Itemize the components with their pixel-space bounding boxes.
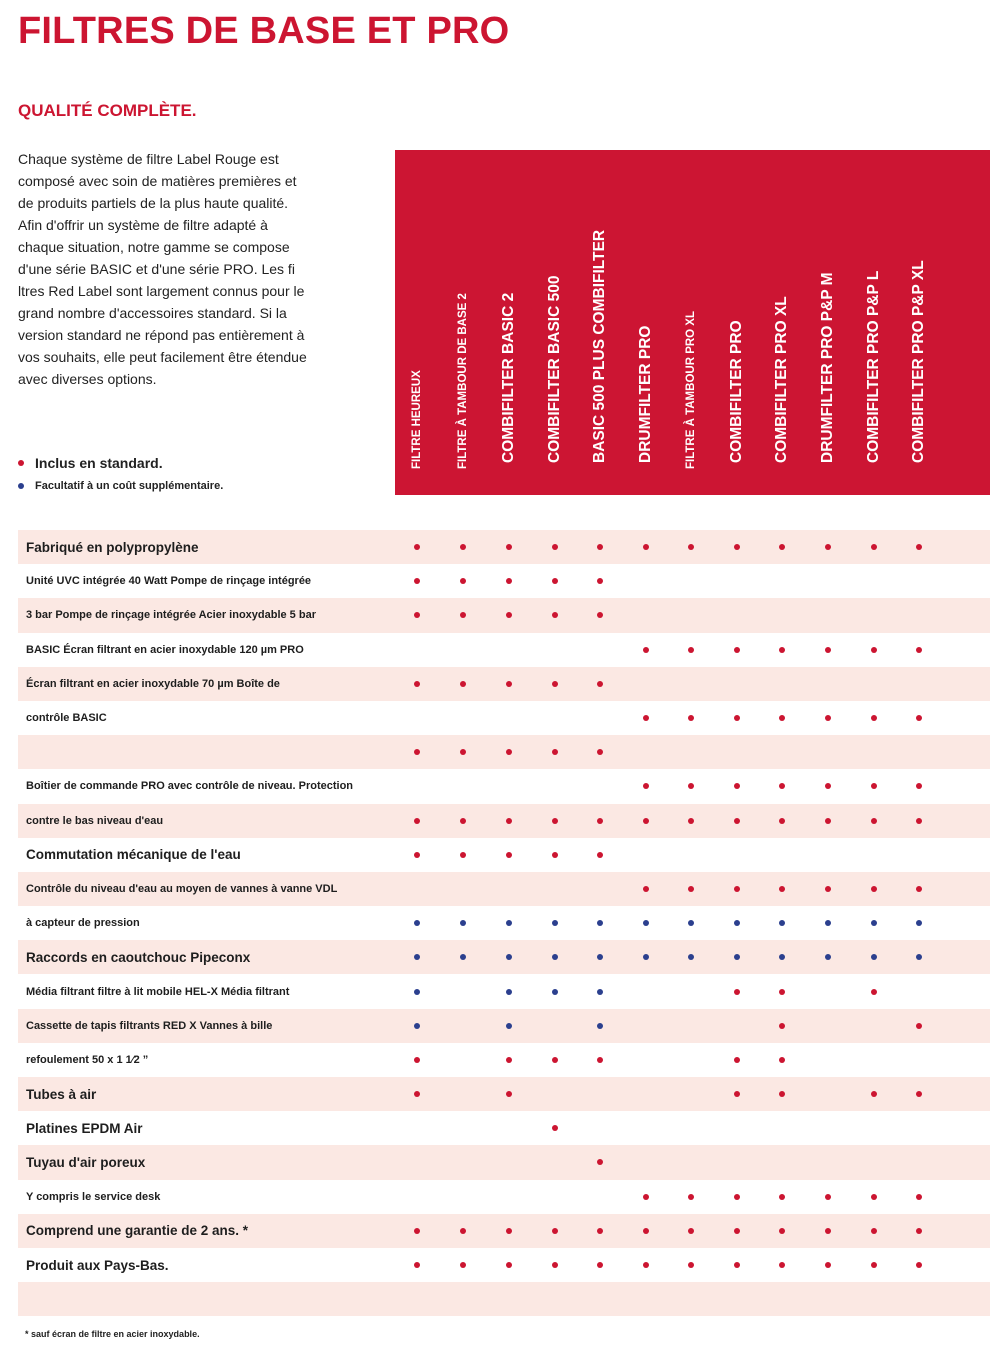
standard-dot-icon bbox=[552, 1125, 558, 1131]
standard-dot-icon bbox=[597, 681, 603, 687]
standard-dot-icon bbox=[506, 852, 512, 858]
table-row bbox=[18, 1214, 990, 1248]
standard-dot-icon bbox=[916, 783, 922, 789]
standard-dot-icon bbox=[460, 1228, 466, 1234]
intro-line: chaque situation, notre gamme se compose bbox=[18, 239, 290, 255]
standard-dot-icon bbox=[597, 1262, 603, 1268]
column-header bbox=[728, 161, 746, 481]
column-header bbox=[408, 161, 426, 481]
column-header bbox=[500, 161, 518, 481]
legend-optional-label: Facultatif à un coût supplémentaire. bbox=[35, 480, 224, 492]
standard-dot-icon bbox=[734, 989, 740, 995]
standard-dot-icon bbox=[506, 1057, 512, 1063]
standard-dot-icon bbox=[506, 544, 512, 550]
standard-dot-icon bbox=[734, 1194, 740, 1200]
table-row bbox=[18, 804, 990, 838]
table-row bbox=[18, 633, 990, 667]
standard-dot-icon bbox=[734, 1262, 740, 1268]
row-label: refoulement 50 x 1 1⁄2 ” bbox=[26, 1053, 149, 1066]
standard-dot-icon bbox=[734, 647, 740, 653]
standard-dot-icon bbox=[734, 544, 740, 550]
standard-dot-icon bbox=[506, 612, 512, 618]
optional-dot-icon bbox=[506, 1023, 512, 1029]
optional-dot-icon bbox=[597, 989, 603, 995]
row-label: Commutation mécanique de l'eau bbox=[26, 847, 241, 863]
column-header-label: FILTRE À TAMBOUR DE BASE 2 bbox=[457, 293, 469, 469]
column-header bbox=[637, 161, 655, 481]
standard-dot-icon bbox=[779, 715, 785, 721]
standard-dot-icon bbox=[414, 1091, 420, 1097]
optional-dot-icon bbox=[414, 920, 420, 926]
standard-dot-icon bbox=[734, 818, 740, 824]
optional-dot-icon bbox=[825, 920, 831, 926]
standard-dot-icon bbox=[414, 1057, 420, 1063]
standard-dot-icon bbox=[506, 818, 512, 824]
table-row bbox=[18, 838, 990, 872]
standard-dot-icon bbox=[779, 1228, 785, 1234]
column-header-label: COMBIFILTER BASIC 500 bbox=[546, 275, 563, 463]
optional-dot-icon bbox=[871, 920, 877, 926]
standard-dot-icon bbox=[414, 681, 420, 687]
standard-dot-icon bbox=[734, 783, 740, 789]
page-title: FILTRES DE BASE ET PRO bbox=[18, 10, 510, 52]
standard-dot-icon bbox=[825, 1262, 831, 1268]
legend-standard-label: Inclus en standard. bbox=[35, 455, 163, 471]
footnote: * sauf écran de filtre en acier inoxydable. bbox=[25, 1329, 200, 1339]
column-header-label: BASIC 500 PLUS COMBIFILTER bbox=[591, 229, 608, 463]
standard-dot-icon bbox=[779, 1023, 785, 1029]
standard-dot-icon bbox=[552, 749, 558, 755]
standard-dot-icon bbox=[460, 578, 466, 584]
table-row bbox=[18, 701, 990, 735]
row-label: Unité UVC intégrée 40 Watt Pompe de rinçage intégrée bbox=[26, 575, 312, 588]
standard-dot-icon bbox=[597, 544, 603, 550]
standard-dot-icon bbox=[597, 612, 603, 618]
standard-dot-icon bbox=[18, 460, 24, 466]
column-header-label: COMBIFILTER BASIC 2 bbox=[500, 292, 517, 463]
standard-dot-icon bbox=[414, 578, 420, 584]
standard-dot-icon bbox=[597, 749, 603, 755]
standard-dot-icon bbox=[734, 1057, 740, 1063]
optional-dot-icon bbox=[506, 920, 512, 926]
standard-dot-icon bbox=[779, 989, 785, 995]
standard-dot-icon bbox=[916, 818, 922, 824]
table-row bbox=[18, 940, 990, 974]
standard-dot-icon bbox=[597, 578, 603, 584]
standard-dot-icon bbox=[734, 1228, 740, 1234]
row-label: BASIC Écran filtrant en acier inoxydable 120 µm PRO bbox=[26, 643, 304, 656]
standard-dot-icon bbox=[916, 1228, 922, 1234]
standard-dot-icon bbox=[460, 1262, 466, 1268]
intro-line: ltres Red Label sont largement connus pour le bbox=[18, 283, 305, 299]
table-row bbox=[18, 735, 990, 769]
optional-dot-icon bbox=[552, 920, 558, 926]
standard-dot-icon bbox=[779, 1262, 785, 1268]
standard-dot-icon bbox=[643, 783, 649, 789]
standard-dot-icon bbox=[871, 783, 877, 789]
optional-dot-icon bbox=[506, 989, 512, 995]
standard-dot-icon bbox=[779, 886, 785, 892]
optional-dot-icon bbox=[506, 954, 512, 960]
optional-dot-icon bbox=[916, 954, 922, 960]
optional-dot-icon bbox=[460, 920, 466, 926]
intro-line: de produits partiels de la plus haute qualité. bbox=[18, 195, 289, 211]
optional-dot-icon bbox=[825, 954, 831, 960]
column-header bbox=[773, 161, 791, 481]
standard-dot-icon bbox=[916, 886, 922, 892]
standard-dot-icon bbox=[871, 1091, 877, 1097]
standard-dot-icon bbox=[460, 818, 466, 824]
row-label: Tuyau d'air poreux bbox=[26, 1154, 146, 1170]
standard-dot-icon bbox=[414, 852, 420, 858]
table-row bbox=[18, 530, 990, 564]
standard-dot-icon bbox=[414, 749, 420, 755]
optional-dot-icon bbox=[18, 483, 24, 489]
page-subtitle: QUALITÉ COMPLÈTE. bbox=[18, 101, 197, 120]
table-row bbox=[18, 1282, 990, 1316]
standard-dot-icon bbox=[825, 783, 831, 789]
standard-dot-icon bbox=[871, 647, 877, 653]
standard-dot-icon bbox=[779, 544, 785, 550]
standard-dot-icon bbox=[825, 1194, 831, 1200]
standard-dot-icon bbox=[916, 1194, 922, 1200]
row-label: Raccords en caoutchouc Pipeconx bbox=[26, 949, 251, 965]
standard-dot-icon bbox=[916, 1023, 922, 1029]
row-label: Fabriqué en polypropylène bbox=[26, 539, 199, 555]
standard-dot-icon bbox=[460, 852, 466, 858]
column-header-label: COMBIFILTER PRO XL bbox=[773, 296, 790, 463]
standard-dot-icon bbox=[871, 989, 877, 995]
standard-dot-icon bbox=[871, 544, 877, 550]
feature-table bbox=[18, 530, 990, 1316]
column-header bbox=[682, 161, 700, 481]
standard-dot-icon bbox=[552, 1057, 558, 1063]
standard-dot-icon bbox=[779, 818, 785, 824]
standard-dot-icon bbox=[643, 1228, 649, 1234]
optional-dot-icon bbox=[688, 954, 694, 960]
standard-dot-icon bbox=[825, 1228, 831, 1234]
table-row bbox=[18, 1145, 990, 1179]
optional-dot-icon bbox=[643, 920, 649, 926]
standard-dot-icon bbox=[552, 1262, 558, 1268]
standard-dot-icon bbox=[506, 578, 512, 584]
standard-dot-icon bbox=[734, 1091, 740, 1097]
standard-dot-icon bbox=[779, 1194, 785, 1200]
table-row bbox=[18, 769, 990, 803]
row-label: Cassette de tapis filtrants RED X Vannes à bille bbox=[26, 1019, 273, 1032]
table-row bbox=[18, 1180, 990, 1214]
optional-dot-icon bbox=[643, 954, 649, 960]
optional-dot-icon bbox=[734, 920, 740, 926]
product-header-band bbox=[395, 150, 990, 495]
standard-dot-icon bbox=[688, 1262, 694, 1268]
standard-dot-icon bbox=[779, 783, 785, 789]
standard-dot-icon bbox=[688, 1194, 694, 1200]
standard-dot-icon bbox=[916, 715, 922, 721]
table-row bbox=[18, 1111, 990, 1145]
standard-dot-icon bbox=[916, 1262, 922, 1268]
optional-dot-icon bbox=[734, 954, 740, 960]
standard-dot-icon bbox=[688, 647, 694, 653]
standard-dot-icon bbox=[597, 818, 603, 824]
standard-dot-icon bbox=[688, 715, 694, 721]
column-header bbox=[454, 161, 472, 481]
column-header-label: COMBIFILTER PRO P&P XL bbox=[910, 260, 927, 463]
intro-paragraph bbox=[18, 148, 328, 390]
column-header-label: DRUMFILTER PRO P&P M bbox=[819, 272, 836, 463]
column-header-label: DRUMFILTER PRO bbox=[637, 325, 654, 463]
column-header bbox=[910, 161, 928, 481]
column-header-label: FILTRE HEUREUX bbox=[411, 370, 423, 469]
column-header-label: COMBIFILTER PRO bbox=[728, 320, 745, 463]
table-row bbox=[18, 1009, 990, 1043]
table-row bbox=[18, 872, 990, 906]
standard-dot-icon bbox=[734, 886, 740, 892]
standard-dot-icon bbox=[597, 852, 603, 858]
column-header-label: COMBIFILTER PRO P&P L bbox=[865, 270, 882, 463]
optional-dot-icon bbox=[779, 920, 785, 926]
table-row bbox=[18, 906, 990, 940]
standard-dot-icon bbox=[734, 715, 740, 721]
standard-dot-icon bbox=[552, 578, 558, 584]
row-label: à capteur de pression bbox=[26, 917, 140, 930]
column-header bbox=[591, 161, 609, 481]
standard-dot-icon bbox=[414, 1262, 420, 1268]
row-label: contre le bas niveau d'eau bbox=[26, 814, 164, 827]
standard-dot-icon bbox=[552, 852, 558, 858]
standard-dot-icon bbox=[597, 1057, 603, 1063]
standard-dot-icon bbox=[688, 886, 694, 892]
standard-dot-icon bbox=[552, 544, 558, 550]
optional-dot-icon bbox=[414, 1023, 420, 1029]
standard-dot-icon bbox=[688, 1228, 694, 1234]
table-row bbox=[18, 667, 990, 701]
intro-line: composé avec soin de matières premières et bbox=[18, 173, 297, 189]
legend-optional bbox=[18, 480, 223, 492]
optional-dot-icon bbox=[916, 920, 922, 926]
standard-dot-icon bbox=[643, 715, 649, 721]
row-label: Boîtier de commande PRO avec contrôle de niveau. Protection bbox=[26, 780, 354, 793]
optional-dot-icon bbox=[552, 989, 558, 995]
standard-dot-icon bbox=[506, 749, 512, 755]
standard-dot-icon bbox=[779, 1091, 785, 1097]
intro-line: grand nombre d'accessoires standard. Si la bbox=[18, 305, 287, 321]
table-row bbox=[18, 564, 990, 598]
optional-dot-icon bbox=[597, 954, 603, 960]
optional-dot-icon bbox=[871, 954, 877, 960]
optional-dot-icon bbox=[779, 954, 785, 960]
row-label: Contrôle du niveau d'eau au moyen de vannes à vanne VDL bbox=[26, 882, 338, 895]
standard-dot-icon bbox=[688, 544, 694, 550]
row-label: Platines EPDM Air bbox=[26, 1120, 143, 1136]
row-label: contrôle BASIC bbox=[26, 712, 107, 725]
standard-dot-icon bbox=[552, 612, 558, 618]
standard-dot-icon bbox=[643, 647, 649, 653]
standard-dot-icon bbox=[506, 1228, 512, 1234]
intro-line: Chaque système de filtre Label Rouge est bbox=[18, 151, 279, 167]
standard-dot-icon bbox=[552, 681, 558, 687]
intro-line: d'une série BASIC et d'une série PRO. Les fi bbox=[18, 261, 295, 277]
standard-dot-icon bbox=[916, 1091, 922, 1097]
standard-dot-icon bbox=[460, 544, 466, 550]
standard-dot-icon bbox=[414, 612, 420, 618]
row-label: Y compris le service desk bbox=[26, 1190, 161, 1203]
row-label: 3 bar Pompe de rinçage intégrée Acier inoxydable 5 bar bbox=[26, 609, 316, 622]
intro-line: avec diverses options. bbox=[18, 371, 157, 387]
standard-dot-icon bbox=[825, 818, 831, 824]
row-label: Média filtrant filtre à lit mobile HEL-X Média filtrant bbox=[26, 985, 290, 998]
standard-dot-icon bbox=[871, 886, 877, 892]
optional-dot-icon bbox=[597, 920, 603, 926]
table-row bbox=[18, 1043, 990, 1077]
standard-dot-icon bbox=[506, 1091, 512, 1097]
table-row bbox=[18, 1248, 990, 1282]
table-row bbox=[18, 974, 990, 1008]
standard-dot-icon bbox=[688, 783, 694, 789]
optional-dot-icon bbox=[460, 954, 466, 960]
intro-line: vos souhaits, elle peut facilement être étendue bbox=[18, 349, 307, 365]
standard-dot-icon bbox=[779, 1057, 785, 1063]
standard-dot-icon bbox=[643, 544, 649, 550]
standard-dot-icon bbox=[643, 886, 649, 892]
intro-line: version standard ne répond pas entièrement à bbox=[18, 327, 305, 343]
standard-dot-icon bbox=[825, 544, 831, 550]
standard-dot-icon bbox=[460, 749, 466, 755]
optional-dot-icon bbox=[688, 920, 694, 926]
standard-dot-icon bbox=[552, 818, 558, 824]
standard-dot-icon bbox=[871, 818, 877, 824]
column-header bbox=[865, 161, 883, 481]
standard-dot-icon bbox=[871, 715, 877, 721]
row-label: Écran filtrant en acier inoxydable 70 µm Boîte de bbox=[26, 677, 280, 690]
standard-dot-icon bbox=[414, 818, 420, 824]
standard-dot-icon bbox=[688, 818, 694, 824]
standard-dot-icon bbox=[506, 681, 512, 687]
optional-dot-icon bbox=[414, 989, 420, 995]
standard-dot-icon bbox=[871, 1228, 877, 1234]
optional-dot-icon bbox=[414, 954, 420, 960]
optional-dot-icon bbox=[552, 954, 558, 960]
standard-dot-icon bbox=[552, 1228, 558, 1234]
standard-dot-icon bbox=[916, 647, 922, 653]
table-row bbox=[18, 1077, 990, 1111]
row-label: Tubes à air bbox=[26, 1086, 97, 1102]
row-label: Produit aux Pays-Bas. bbox=[26, 1257, 169, 1273]
standard-dot-icon bbox=[825, 886, 831, 892]
standard-dot-icon bbox=[506, 1262, 512, 1268]
legend-standard bbox=[18, 455, 163, 471]
standard-dot-icon bbox=[825, 715, 831, 721]
column-header-label: FILTRE À TAMBOUR PRO XL bbox=[685, 310, 697, 469]
standard-dot-icon bbox=[779, 647, 785, 653]
standard-dot-icon bbox=[643, 1262, 649, 1268]
standard-dot-icon bbox=[460, 612, 466, 618]
standard-dot-icon bbox=[643, 1194, 649, 1200]
standard-dot-icon bbox=[643, 818, 649, 824]
table-row bbox=[18, 598, 990, 632]
standard-dot-icon bbox=[871, 1194, 877, 1200]
standard-dot-icon bbox=[871, 1262, 877, 1268]
column-header bbox=[819, 161, 837, 481]
standard-dot-icon bbox=[414, 1228, 420, 1234]
optional-dot-icon bbox=[597, 1023, 603, 1029]
intro-line: Afin d'offrir un système de filtre adapté à bbox=[18, 217, 268, 233]
standard-dot-icon bbox=[597, 1159, 603, 1165]
standard-dot-icon bbox=[597, 1228, 603, 1234]
standard-dot-icon bbox=[916, 544, 922, 550]
row-label: Comprend une garantie de 2 ans. * bbox=[26, 1223, 249, 1239]
standard-dot-icon bbox=[460, 681, 466, 687]
column-header bbox=[546, 161, 564, 481]
standard-dot-icon bbox=[825, 647, 831, 653]
standard-dot-icon bbox=[414, 544, 420, 550]
